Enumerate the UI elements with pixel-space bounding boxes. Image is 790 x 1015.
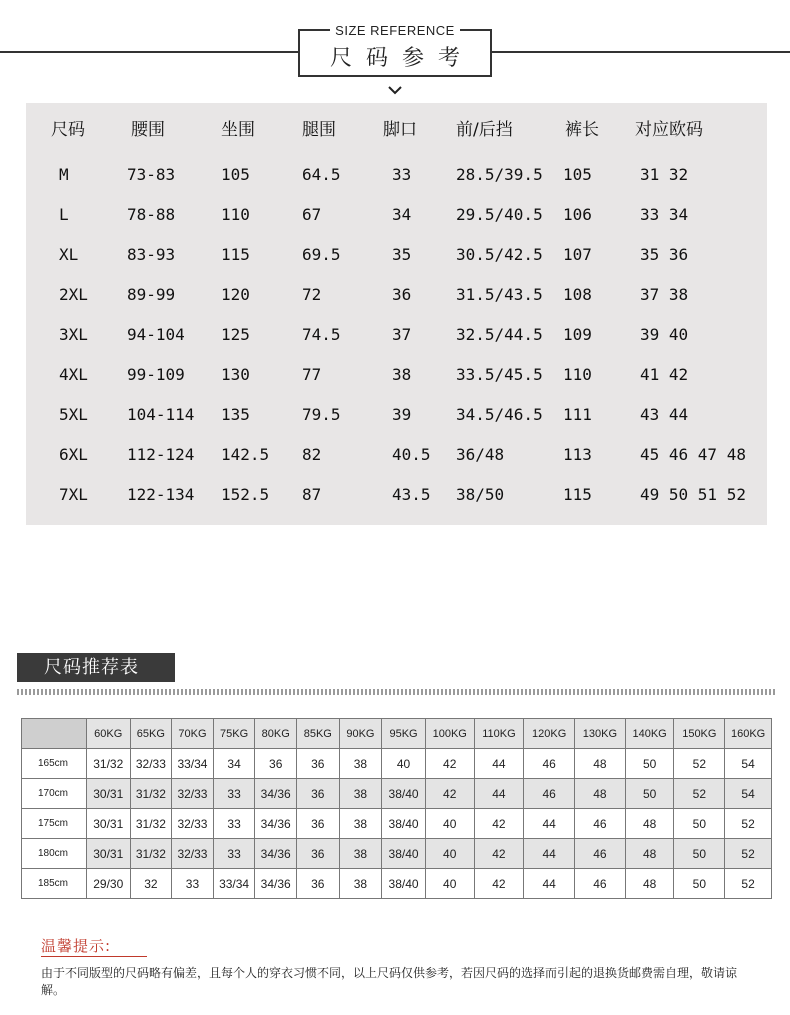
- size-cell: 40: [382, 749, 426, 779]
- size-cell: 52: [674, 779, 725, 809]
- size-cell: 38: [339, 749, 382, 779]
- size-cell: 44: [474, 779, 524, 809]
- table-row: [22, 809, 772, 839]
- size-cell: 46: [575, 839, 626, 869]
- recommend-title: 尺码推荐表: [17, 653, 175, 682]
- table-row: [22, 749, 772, 779]
- cell-size: 7XL: [59, 485, 88, 504]
- cell-waist: 99-109: [127, 365, 185, 384]
- cell-size: 3XL: [59, 325, 88, 344]
- cell-eu-size: 31 32: [640, 165, 689, 184]
- col-header-waist: 腰围: [131, 120, 165, 140]
- size-cell: 48: [625, 809, 674, 839]
- header-rule-right: [492, 51, 790, 53]
- size-cell: 30/31: [86, 839, 130, 869]
- header-subtitle: SIZE REFERENCE: [330, 23, 460, 38]
- col-header-length: 裤长: [565, 120, 599, 140]
- size-cell: 44: [524, 809, 575, 839]
- size-cell: 44: [524, 839, 575, 869]
- size-cell: 44: [474, 749, 524, 779]
- weight-header: 85KG: [297, 719, 340, 749]
- size-cell: 46: [575, 809, 626, 839]
- weight-header: 120KG: [524, 719, 575, 749]
- size-cell: 33/34: [213, 869, 255, 899]
- cell-thigh: 72: [302, 285, 322, 304]
- size-cell: 42: [474, 839, 524, 869]
- size-cell: 31/32: [130, 839, 172, 869]
- cell-waist: 122-134: [127, 485, 195, 504]
- size-cell: 36: [297, 749, 340, 779]
- reference-row: [26, 480, 767, 510]
- cell-hem: 39: [392, 405, 412, 424]
- cell-rise: 31.5/43.5: [456, 285, 543, 304]
- size-cell: 33: [172, 869, 214, 899]
- cell-waist: 83-93: [127, 245, 176, 264]
- size-cell: 50: [674, 839, 725, 869]
- weight-header: 95KG: [382, 719, 426, 749]
- reference-row: [26, 240, 767, 270]
- cell-waist: 73-83: [127, 165, 176, 184]
- cell-waist: 78-88: [127, 205, 176, 224]
- size-cell: 38/40: [382, 779, 426, 809]
- size-cell: 38/40: [382, 869, 426, 899]
- table-row: [22, 779, 772, 809]
- cell-length: 111: [563, 405, 592, 424]
- notice-text: 由于不同版型的尺码略有偏差，且每个人的穿衣习惯不同，以上尺码仅供参考，若因尺码的选择而引起的退换货邮费需自理，敬请谅解。: [41, 966, 738, 997]
- size-cell: 50: [625, 749, 674, 779]
- size-recommendation-table: [21, 718, 772, 899]
- cell-thigh: 64.5: [302, 165, 341, 184]
- cell-hem: 35: [392, 245, 412, 264]
- size-cell: 46: [524, 779, 575, 809]
- cell-rise: 32.5/44.5: [456, 325, 543, 344]
- size-cell: 44: [524, 869, 575, 899]
- cell-length: 107: [563, 245, 592, 264]
- cell-thigh: 69.5: [302, 245, 341, 264]
- size-cell: 31/32: [130, 809, 172, 839]
- reference-row: [26, 360, 767, 390]
- cell-length: 115: [563, 485, 592, 504]
- size-cell: 38/40: [382, 839, 426, 869]
- weight-header: 100KG: [425, 719, 474, 749]
- size-cell: 34/36: [255, 869, 297, 899]
- size-cell: 32/33: [130, 749, 172, 779]
- weight-header-row: [22, 719, 772, 749]
- size-cell: 52: [674, 749, 725, 779]
- cell-length: 110: [563, 365, 592, 384]
- cell-hip: 115: [221, 245, 250, 264]
- cell-rise: 30.5/42.5: [456, 245, 543, 264]
- cell-size: L: [59, 205, 69, 224]
- cell-size: 4XL: [59, 365, 88, 384]
- cell-thigh: 87: [302, 485, 322, 504]
- weight-header: 75KG: [213, 719, 255, 749]
- size-cell: 40: [425, 809, 474, 839]
- size-cell: 34/36: [255, 779, 297, 809]
- size-cell: 42: [425, 779, 474, 809]
- col-header-rise: 前/后挡: [456, 120, 513, 140]
- size-cell: 50: [625, 779, 674, 809]
- reference-row: [26, 280, 767, 310]
- size-cell: 54: [725, 779, 772, 809]
- header-title: 尺码参考: [329, 46, 474, 71]
- cell-eu-size: 43 44: [640, 405, 689, 424]
- size-cell: 46: [575, 869, 626, 899]
- size-cell: 36: [297, 839, 340, 869]
- size-cell: 32/33: [172, 809, 214, 839]
- height-label: 175cm: [22, 809, 87, 839]
- size-cell: 48: [575, 749, 626, 779]
- table-row: [22, 869, 772, 899]
- cell-hem: 40.5: [392, 445, 431, 464]
- col-header-hip: 坐围: [221, 120, 255, 140]
- cell-waist: 89-99: [127, 285, 176, 304]
- size-cell: 50: [674, 869, 725, 899]
- chevron-down-icon: [386, 84, 404, 96]
- dashed-divider: [17, 689, 777, 695]
- cell-eu-size: 45 46 47 48: [640, 445, 746, 464]
- cell-eu-size: 33 34: [640, 205, 689, 224]
- size-cell: 38/40: [382, 809, 426, 839]
- size-cell: 36: [297, 869, 340, 899]
- cell-eu-size: 35 36: [640, 245, 689, 264]
- size-cell: 42: [425, 749, 474, 779]
- size-cell: 38: [339, 809, 382, 839]
- notice-underline: [41, 956, 147, 957]
- size-cell: 46: [524, 749, 575, 779]
- size-cell: 30/31: [86, 779, 130, 809]
- cell-rise: 33.5/45.5: [456, 365, 543, 384]
- reference-header-row: [26, 115, 767, 145]
- cell-hem: 34: [392, 205, 412, 224]
- cell-hip: 110: [221, 205, 250, 224]
- cell-waist: 112-124: [127, 445, 195, 464]
- size-cell: 48: [575, 779, 626, 809]
- weight-header: 150KG: [674, 719, 725, 749]
- col-header-hem: 脚口: [383, 120, 417, 140]
- cell-rise: 38/50: [456, 485, 505, 504]
- size-cell: 36: [297, 809, 340, 839]
- size-reference-table: [26, 103, 767, 525]
- weight-header: 140KG: [625, 719, 674, 749]
- cell-thigh: 74.5: [302, 325, 341, 344]
- cell-size: M: [59, 165, 69, 184]
- cell-thigh: 82: [302, 445, 322, 464]
- size-cell: 29/30: [86, 869, 130, 899]
- size-cell: 31/32: [86, 749, 130, 779]
- cell-rise: 34.5/46.5: [456, 405, 543, 424]
- cell-hip: 130: [221, 365, 250, 384]
- size-cell: 52: [725, 869, 772, 899]
- cell-thigh: 79.5: [302, 405, 341, 424]
- cell-hip: 142.5: [221, 445, 270, 464]
- reference-row: [26, 200, 767, 230]
- cell-size: 5XL: [59, 405, 88, 424]
- size-cell: 34: [213, 749, 255, 779]
- cell-thigh: 77: [302, 365, 322, 384]
- height-label: 170cm: [22, 779, 87, 809]
- weight-header: 80KG: [255, 719, 297, 749]
- cell-hem: 43.5: [392, 485, 431, 504]
- table-corner: [22, 719, 87, 749]
- size-cell: 50: [674, 809, 725, 839]
- size-cell: 48: [625, 869, 674, 899]
- cell-rise: 36/48: [456, 445, 505, 464]
- size-cell: 52: [725, 839, 772, 869]
- size-cell: 38: [339, 839, 382, 869]
- cell-hip: 152.5: [221, 485, 270, 504]
- cell-length: 106: [563, 205, 592, 224]
- notice-title: 温馨提示:: [41, 937, 112, 955]
- reference-row: [26, 400, 767, 430]
- cell-length: 113: [563, 445, 592, 464]
- size-cell: 38: [339, 869, 382, 899]
- cell-hip: 125: [221, 325, 250, 344]
- cell-eu-size: 39 40: [640, 325, 689, 344]
- size-cell: 40: [425, 839, 474, 869]
- size-cell: 42: [474, 869, 524, 899]
- size-cell: 48: [625, 839, 674, 869]
- weight-header: 60KG: [86, 719, 130, 749]
- size-cell: 38: [339, 779, 382, 809]
- weight-header: 130KG: [575, 719, 626, 749]
- cell-rise: 29.5/40.5: [456, 205, 543, 224]
- col-header-size: 尺码: [51, 120, 85, 140]
- reference-row: [26, 320, 767, 350]
- size-cell: 30/31: [86, 809, 130, 839]
- size-cell: 33: [213, 809, 255, 839]
- cell-eu-size: 49 50 51 52: [640, 485, 746, 504]
- weight-header: 90KG: [339, 719, 382, 749]
- size-cell: 36: [297, 779, 340, 809]
- size-cell: 52: [725, 809, 772, 839]
- cell-thigh: 67: [302, 205, 322, 224]
- cell-eu-size: 37 38: [640, 285, 689, 304]
- header-rule-left: [0, 51, 298, 53]
- height-label: 165cm: [22, 749, 87, 779]
- weight-header: 65KG: [130, 719, 172, 749]
- cell-rise: 28.5/39.5: [456, 165, 543, 184]
- cell-hip: 120: [221, 285, 250, 304]
- size-cell: 32/33: [172, 779, 214, 809]
- cell-size: 2XL: [59, 285, 88, 304]
- table-row: [22, 839, 772, 869]
- size-cell: 33/34: [172, 749, 214, 779]
- size-cell: 34/36: [255, 809, 297, 839]
- height-label: 185cm: [22, 869, 87, 899]
- height-label: 180cm: [22, 839, 87, 869]
- size-cell: 33: [213, 779, 255, 809]
- cell-length: 105: [563, 165, 592, 184]
- cell-hip: 135: [221, 405, 250, 424]
- size-cell: 54: [725, 749, 772, 779]
- size-cell: 36: [255, 749, 297, 779]
- size-cell: 42: [474, 809, 524, 839]
- size-cell: 31/32: [130, 779, 172, 809]
- cell-waist: 104-114: [127, 405, 195, 424]
- cell-hem: 38: [392, 365, 412, 384]
- weight-header: 70KG: [172, 719, 214, 749]
- cell-size: 6XL: [59, 445, 88, 464]
- cell-size: XL: [59, 245, 79, 264]
- cell-hem: 37: [392, 325, 412, 344]
- cell-length: 108: [563, 285, 592, 304]
- weight-header: 160KG: [725, 719, 772, 749]
- reference-row: [26, 160, 767, 190]
- col-header-thigh: 腿围: [302, 120, 336, 140]
- cell-waist: 94-104: [127, 325, 185, 344]
- size-cell: 34/36: [255, 839, 297, 869]
- weight-header: 110KG: [474, 719, 524, 749]
- cell-hem: 33: [392, 165, 412, 184]
- cell-length: 109: [563, 325, 592, 344]
- reference-row: [26, 440, 767, 470]
- col-header-eu-size: 对应欧码: [635, 120, 703, 140]
- cell-hip: 105: [221, 165, 250, 184]
- size-cell: 40: [425, 869, 474, 899]
- cell-eu-size: 41 42: [640, 365, 689, 384]
- size-cell: 33: [213, 839, 255, 869]
- size-cell: 32: [130, 869, 172, 899]
- cell-hem: 36: [392, 285, 412, 304]
- size-cell: 32/33: [172, 839, 214, 869]
